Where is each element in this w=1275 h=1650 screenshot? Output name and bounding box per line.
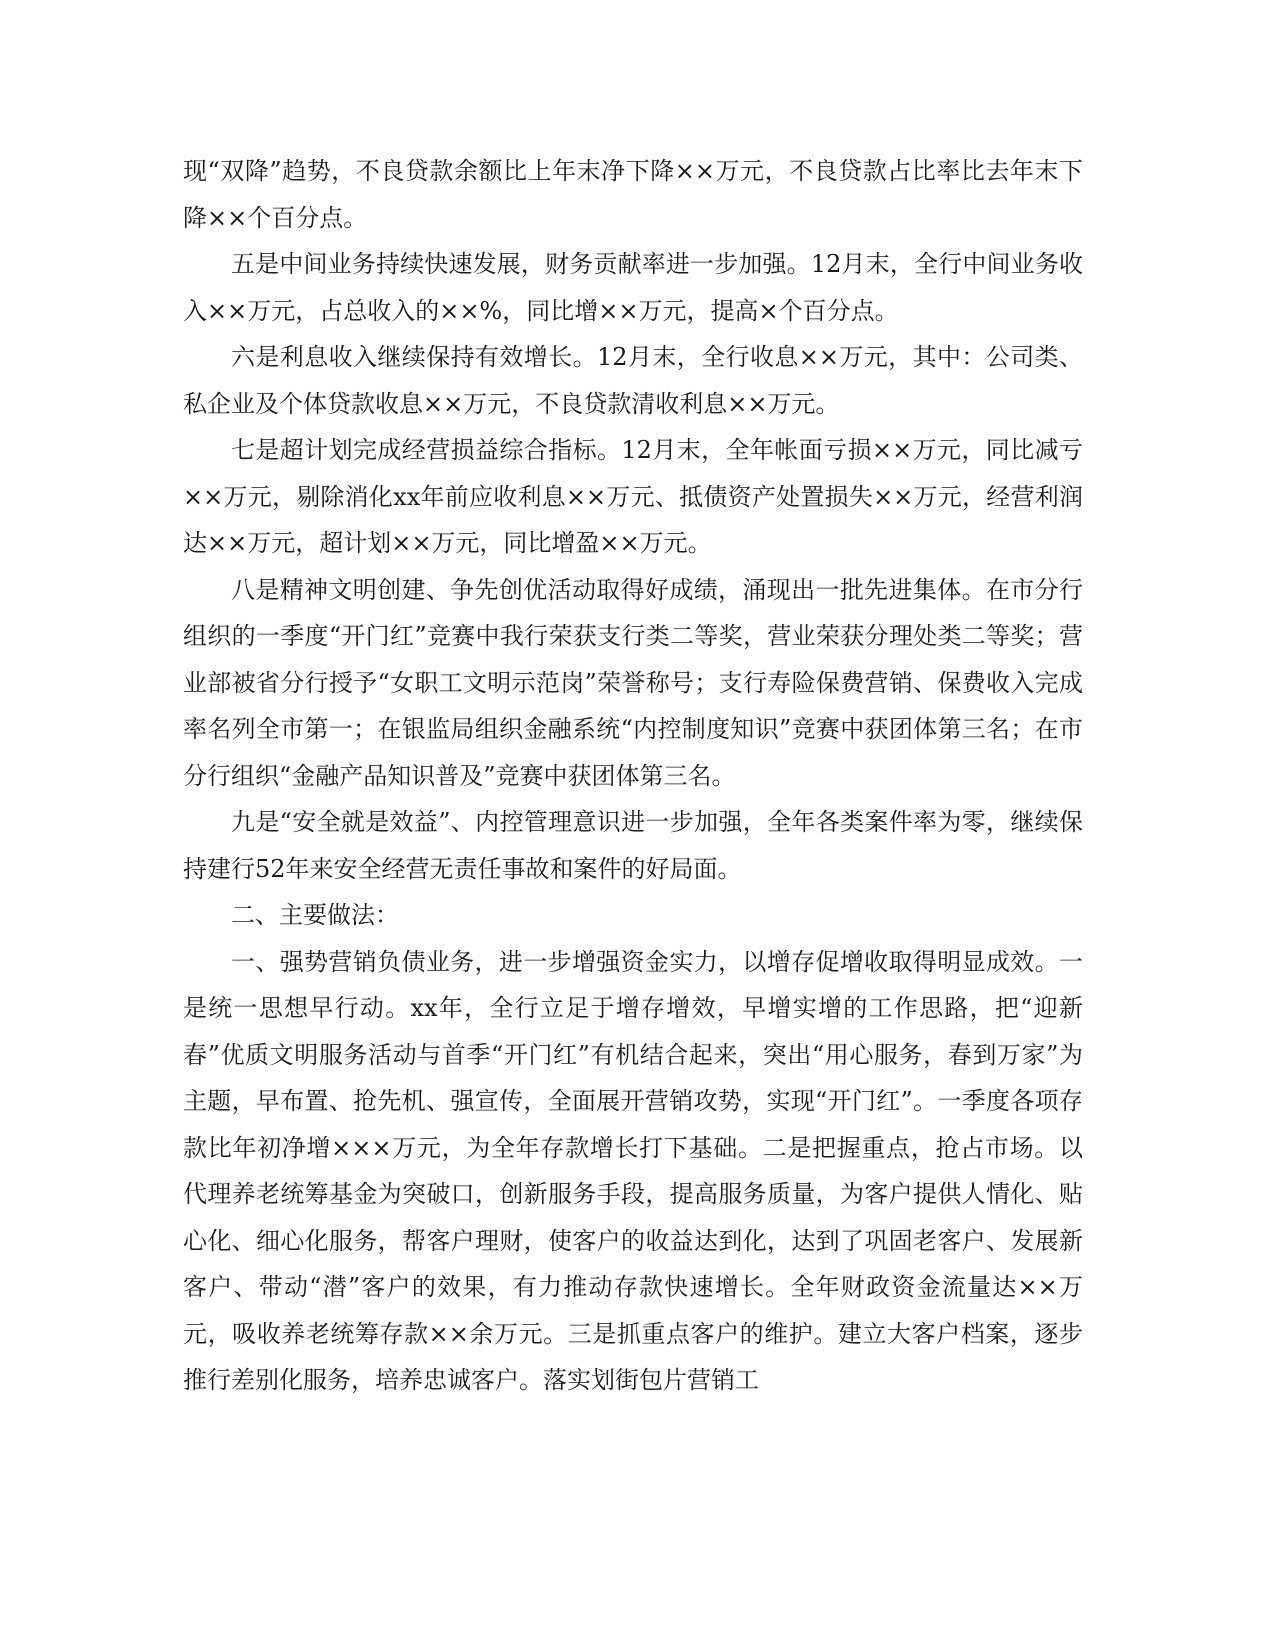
section-heading: 二、主要做法： [231, 901, 399, 929]
paragraph-2: 五是中间业务持续快速发展，财务贡献率进一步加强。12月末，全行中间业务收入××万元，占总收入的××%，同比增××万元，提高×个百分点。 [183, 250, 1083, 325]
document-body [183, 148, 1083, 1404]
paragraph-3: 六是利息收入继续保持有效增长。12月末，全行收息××万元，其中：公司类、私企业及个体贷款收息××万元，不良贷款清收利息××万元。 [183, 343, 1083, 418]
paragraph-7: 一、强势营销负债业务，进一步增强资金实力，以增存促增收取得明显成效。一是统一思想早行动。xx年，全行立足于增存增效，早增实增的工作思路，把“迎新春”优质文明服务活动与首季“开门红”有机结合起来，突出“用心服务，春到万家”为主题，早布置、抢先机、强宣传，全面展开营销攻势，实现“开门红”。一季度各项存款比年初净增×××万元，为全年存款增长打下基础。二是把握重点，抢占市场。以代理养老统筹基金为突破口，创新服务手段，提高服务质量，为客户提供人情化、贴心化、细心化服务，帮客户理财，使客户的收益达到化，达到了巩固老客户、发展新客户、带动“潜”客户的效果，有力推动存款快速增长。全年财政资金流量达××万元，吸收养老统筹存款××余万元。三是抓重点客户的维护。建立大客户档案，逐步推行差别化服务，培养忠诚客户。落实划街包片营销工 [183, 947, 1083, 1394]
paragraph-4: 七是超计划完成经营损益综合指标。12月末，全年帐面亏损××万元，同比减亏××万元，剔除消化xx年前应收利息××万元、抵债资产处置损失××万元，经营利润达××万元，超计划××万元，同比增盈××万元。 [183, 436, 1083, 557]
paragraph-6: 九是“安全就是效益”、内控管理意识进一步加强，全年各类案件率为零，继续保持建行52年来安全经营无责任事故和案件的好局面。 [183, 808, 1083, 883]
paragraph-1: 现“双降”趋势，不良贷款余额比上年末净下降××万元，不良贷款占比率比去年末下降××个百分点。 [183, 157, 1083, 232]
paragraph-5: 八是精神文明创建、争先创优活动取得好成绩，涌现出一批先进集体。在市分行组织的一季度“开门红”竞赛中我行荣获支行类二等奖，营业荣获分理处类二等奖；营业部被省分行授予“女职工文明示范岗”荣誉称号；支行寿险保费营销、保费收入完成率名列全市第一；在银监局组织金融系统“内控制度知识”竞赛中获团体第三名；在市分行组织“金融产品知识普及”竞赛中获团体第三名。 [183, 575, 1083, 790]
